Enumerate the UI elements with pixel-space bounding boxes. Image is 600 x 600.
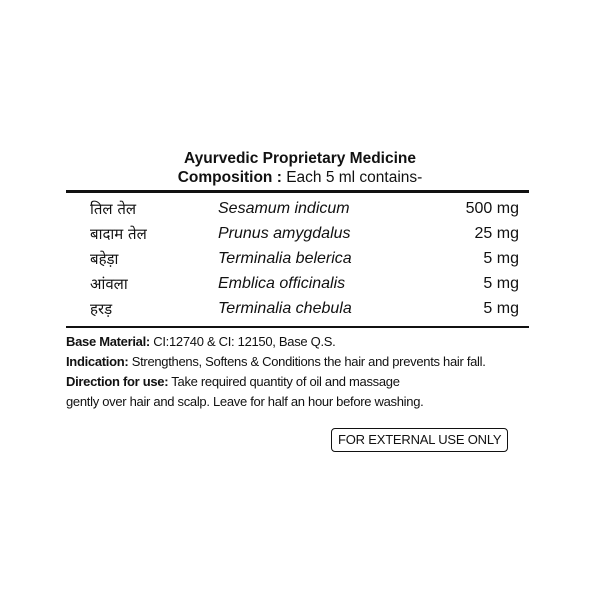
- ingredient-hindi-name: बादाम तेल: [90, 225, 147, 243]
- ingredient-quantity: 25 mg: [474, 225, 519, 242]
- ingredient-latin-name: Prunus amygdalus: [218, 225, 351, 242]
- table-row: [66, 298, 529, 323]
- ingredient-hindi-name: हरड़: [90, 300, 113, 318]
- direction-label: Direction for use:: [66, 374, 169, 389]
- indication-line: [66, 352, 566, 372]
- direction-text: Take required quantity of oil and massage: [168, 374, 400, 389]
- base-material-line: [66, 332, 566, 352]
- ingredient-hindi-name: तिल तेल: [90, 200, 137, 218]
- ingredient-quantity: 5 mg: [483, 300, 519, 317]
- label-title: Ayurvedic Proprietary Medicine: [183, 150, 416, 167]
- table-top-rule: [66, 190, 529, 193]
- ingredient-hindi-name: आंवला: [90, 275, 128, 293]
- direction-text-continued: gently over hair and scalp. Leave for half an hour before washing.: [66, 394, 424, 409]
- indication-text: Strengthens, Softens & Conditions the hair and prevents hair fall.: [128, 354, 486, 369]
- composition-heading: [0, 168, 600, 187]
- ingredient-latin-name: Emblica officinalis: [218, 275, 346, 292]
- base-material-label: Base Material:: [66, 334, 150, 349]
- ingredient-latin-name: Terminalia belerica: [218, 250, 352, 267]
- ingredient-latin-name: Sesamum indicum: [218, 200, 350, 217]
- ingredient-hindi-name: बहेड़ा: [90, 250, 119, 268]
- table-row: [66, 248, 529, 273]
- table-row: [66, 273, 529, 298]
- direction-line: [66, 372, 566, 392]
- external-use-warning: FOR EXTERNAL USE ONLY: [331, 428, 508, 452]
- table-bottom-rule: [66, 326, 529, 328]
- composition-table: [66, 198, 529, 323]
- composition-label: Composition :: [177, 169, 282, 186]
- base-material-text: CI:12740 & CI: 12150, Base Q.S.: [149, 334, 336, 349]
- table-row: [66, 198, 529, 223]
- indication-label: Indication:: [66, 354, 129, 369]
- ingredient-quantity: 5 mg: [483, 275, 519, 292]
- direction-line-continued: [66, 392, 566, 412]
- ingredient-quantity: 5 mg: [483, 250, 519, 267]
- table-row: [66, 223, 529, 248]
- ingredient-quantity: 500 mg: [465, 200, 519, 217]
- composition-subtitle: Each 5 ml contains-: [286, 169, 423, 186]
- usage-notes: [66, 332, 566, 412]
- ingredient-latin-name: Terminalia chebula: [218, 300, 352, 317]
